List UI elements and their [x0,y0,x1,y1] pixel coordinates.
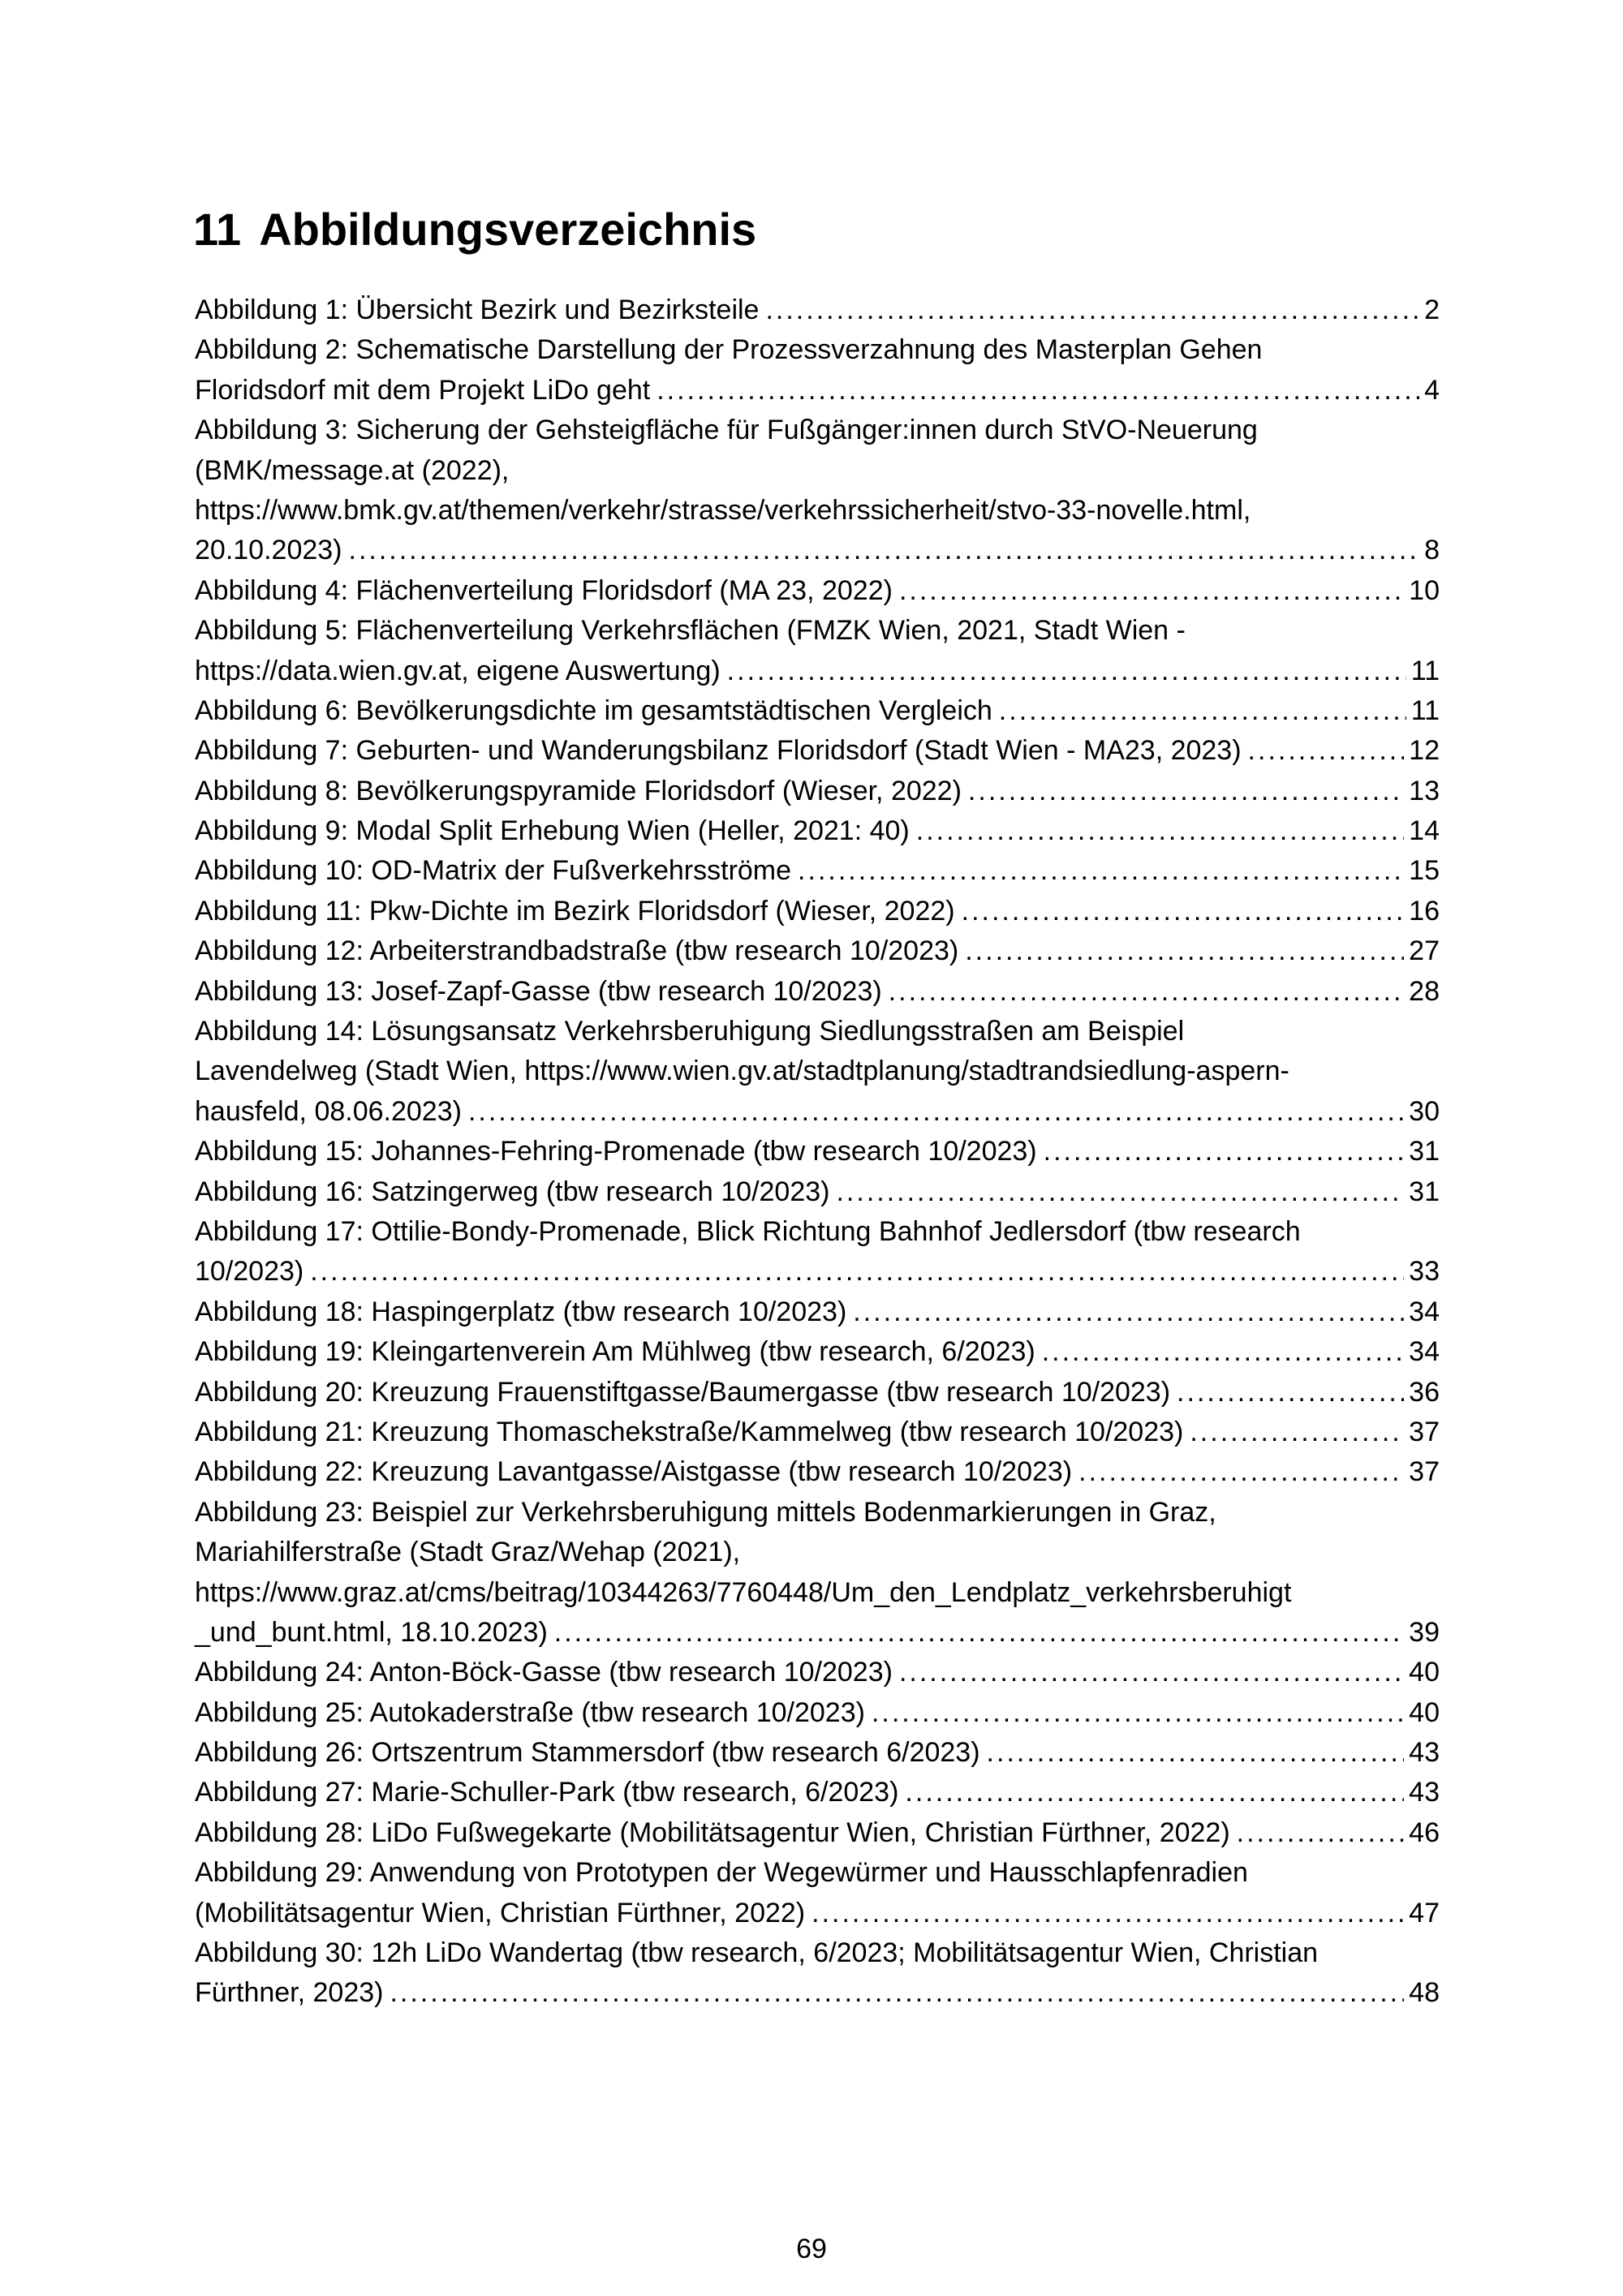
figure-list-entry[interactable] [195,851,1440,891]
dot-leader [1190,1412,1404,1452]
figure-list-entry[interactable] [195,1813,1440,1853]
entry-last-line [195,1613,1440,1653]
dot-leader [1044,1132,1405,1172]
dot-leader [899,1653,1404,1692]
entry-text: Abbildung 28: LiDo Fußwegekarte (Mobilitätsagentur Wien, Christian Fürthner, 2022) [195,1817,1230,1848]
entry-last-line [195,290,1440,330]
entry-last-line [195,892,1440,931]
entry-text: Abbildung 8: Bevölkerungspyramide Floridsdorf (Wieser, 2022) [195,775,962,806]
figure-list-entry[interactable] [195,1132,1440,1172]
entry-text: Abbildung 26: Ortszentrum Stammersdorf (tbw research 6/2023) [195,1737,980,1769]
figure-list-entry[interactable] [195,1853,1440,1933]
entry-text-line: Abbildung 3: Sicherung der Gehsteigfläche für Fußgänger:innen durch StVO-Neuerung [195,415,1258,446]
entry-page-number: 34 [1409,1336,1440,1368]
entry-last-line [195,1373,1440,1412]
entry-last-line [195,1092,1440,1132]
entry-last-line [195,772,1440,811]
entry-text-line: https://www.graz.at/cms/beitrag/10344263/7760448/Um_den_Lendplatz_verkehrsberuhigt [195,1576,1292,1608]
entry-text-line: Abbildung 30: 12h LiDo Wandertag (tbw research, 6/2023; Mobilitätsagentur Wien, Christian [195,1937,1319,1969]
entry-text: Abbildung 20: Kreuzung Frauenstiftgasse/Baumergasse (tbw research 10/2023) [195,1376,1171,1408]
figure-list-entry[interactable] [195,1373,1440,1412]
dot-leader [1042,1332,1404,1372]
entry-last-line [195,1894,1440,1933]
entry-last-line [195,1973,1440,2013]
entry-page-number: 46 [1409,1817,1440,1848]
figure-list-entry[interactable] [195,1212,1440,1292]
entry-page-number: 2 [1424,295,1440,325]
page-title [193,201,756,258]
dot-leader [987,1733,1405,1773]
entry-page-number: 39 [1409,1616,1440,1648]
entry-text: Abbildung 15: Johannes-Fehring-Promenade (tbw research 10/2023) [195,1136,1037,1167]
entry-page-number: 30 [1409,1095,1440,1127]
entry-text: Abbildung 12: Arbeiterstrandbadstraße (tbw research 10/2023) [195,935,959,967]
entry-page-number: 4 [1424,374,1440,406]
entry-text: Abbildung 13: Josef-Zapf-Gasse (tbw research 10/2023) [195,975,882,1007]
entry-text-line: Abbildung 2: Schematische Darstellung der Prozessverzahnung des Masterplan Gehen [195,334,1263,366]
entry-text: Abbildung 27: Marie-Schuller-Park (tbw research, 6/2023) [195,1777,899,1808]
entry-page-number: 8 [1424,535,1440,566]
dot-leader [853,1292,1404,1332]
entry-page-number: 27 [1409,935,1440,967]
entry-page-number: 40 [1409,1657,1440,1688]
entry-text-line: Lavendelweg (Stadt Wien, https://www.wien.gv.at/stadtplanung/stadtrandsiedlung-aspern- [195,1056,1289,1087]
entry-page-number: 10 [1409,574,1440,606]
dot-leader [765,290,1419,330]
entry-text: Abbildung 25: Autokaderstraße (tbw research 10/2023) [195,1696,865,1728]
dot-leader [554,1613,1404,1653]
dot-leader [905,1773,1404,1812]
entry-text: Fürthner, 2023) [195,1977,384,2009]
dot-leader [798,851,1404,891]
entry-last-line [195,1252,1440,1292]
entry-page-number: 11 [1410,655,1440,686]
entry-last-line [195,1653,1440,1692]
entry-text-line: Abbildung 5: Flächenverteilung Verkehrsflächen (FMZK Wien, 2021, Stadt Wien - [195,615,1186,647]
figure-list-entry[interactable] [195,731,1440,771]
figure-list-entry[interactable] [195,611,1440,691]
entry-text: Abbildung 6: Bevölkerungsdichte im gesamtstädtischen Vergleich [195,694,992,726]
entry-page-number: 16 [1409,895,1440,927]
entry-text: Abbildung 24: Anton-Böck-Gasse (tbw research 10/2023) [195,1657,893,1688]
entry-last-line [195,1172,1440,1212]
entry-last-line [195,531,1440,570]
figure-list-entry[interactable] [195,1172,1440,1212]
entry-last-line [195,1412,1440,1452]
entry-text: (Mobilitätsagentur Wien, Christian Fürthner, 2022) [195,1897,806,1928]
figure-list-entry[interactable] [195,1332,1440,1372]
entry-text-line: Abbildung 29: Anwendung von Prototypen der Wegewürmer und Hausschlapfenradien [195,1857,1248,1889]
entry-last-line [195,371,1440,411]
figure-list-entry[interactable] [195,1292,1440,1332]
entry-page-number: 28 [1409,975,1440,1007]
entry-last-line [195,1132,1440,1172]
figure-list [195,290,1440,2014]
entry-text-line: Abbildung 14: Lösungsansatz Verkehrsberuhigung Siedlungsstraßen am Beispiel [195,1016,1185,1047]
dot-leader [836,1172,1404,1212]
dot-leader [999,691,1406,731]
figure-list-entry[interactable] [195,691,1440,731]
page-number: 69 [796,2234,827,2264]
dot-leader [962,892,1405,931]
entry-last-line [195,1292,1440,1332]
entry-page-number: 14 [1409,815,1440,847]
dot-leader [1177,1373,1404,1412]
figure-list-entry[interactable] [195,1653,1440,1692]
entry-page-number: 43 [1409,1737,1440,1769]
dot-leader [468,1092,1404,1132]
entry-text: Abbildung 16: Satzingerweg (tbw research 10/2023) [195,1176,830,1207]
figure-list-entry[interactable] [195,1933,1440,2014]
entry-text: Abbildung 21: Kreuzung Thomaschekstraße/Kammelweg (tbw research 10/2023) [195,1416,1184,1447]
entry-page-number: 13 [1409,775,1440,806]
entry-text: Abbildung 18: Haspingerplatz (tbw research 10/2023) [195,1296,847,1327]
entry-last-line [195,1733,1440,1773]
entry-page-number: 48 [1409,1977,1440,2009]
entry-text: 20.10.2023) [195,535,342,566]
entry-page-number: 11 [1410,694,1440,726]
entry-text: Abbildung 1: Übersicht Bezirk und Bezirksteile [195,295,760,325]
entry-text: Abbildung 22: Kreuzung Lavantgasse/Aistgasse (tbw research 10/2023) [195,1456,1073,1488]
entry-last-line [195,851,1440,891]
entry-text: Abbildung 7: Geburten- und Wanderungsbilanz Floridsdorf (Stadt Wien - MA23, 2023) [195,735,1242,767]
entry-text: hausfeld, 08.06.2023) [195,1095,462,1127]
entry-text: Abbildung 11: Pkw-Dichte im Bezirk Floridsdorf (Wieser, 2022) [195,895,955,927]
figure-list-entry[interactable] [195,1773,1440,1812]
entry-text: Floridsdorf mit dem Projekt LiDo geht [195,374,651,406]
entry-page-number: 31 [1409,1176,1440,1207]
dot-leader [889,972,1404,1012]
dot-leader [657,371,1419,411]
entry-page-number: 15 [1409,855,1440,887]
entry-page-number: 43 [1409,1777,1440,1808]
dot-leader [349,531,1420,570]
entry-last-line [195,651,1440,691]
dot-leader [968,772,1404,811]
dot-leader [310,1252,1404,1292]
entry-text: Abbildung 10: OD-Matrix der Fußverkehrsströme [195,855,792,887]
figure-list-entry[interactable] [195,1733,1440,1773]
entry-last-line [195,1813,1440,1853]
entry-last-line [195,1773,1440,1812]
entry-page-number: 31 [1409,1136,1440,1167]
figure-list-entry[interactable] [195,1452,1440,1492]
figure-list-entry[interactable] [195,290,1440,330]
entry-text-line: (BMK/message.at (2022), [195,454,510,486]
entry-text: Abbildung 9: Modal Split Erhebung Wien (Heller, 2021: 40) [195,815,910,847]
dot-leader [1237,1813,1405,1853]
dot-leader [965,931,1404,971]
section-number: 11 [193,204,242,255]
entry-page-number: 37 [1409,1456,1440,1488]
entry-text: _und_bunt.html, 18.10.2023) [195,1616,548,1648]
figure-list-entry[interactable] [195,330,1440,411]
section-title: Abbildungsverzeichnis [259,204,757,255]
figure-list-entry[interactable] [195,411,1440,571]
dot-leader [916,811,1404,851]
figure-list-entry[interactable] [195,931,1440,971]
entry-last-line [195,731,1440,771]
entry-page-number: 36 [1409,1376,1440,1408]
entry-text-line: Mariahilferstraße (Stadt Graz/Wehap (2021), [195,1537,741,1568]
figure-list-entry[interactable] [195,1493,1440,1653]
entry-text: https://data.wien.gv.at, eigene Auswertung) [195,655,721,686]
figure-list-entry[interactable] [195,811,1440,851]
entry-text: Abbildung 19: Kleingartenverein Am Mühlweg (tbw research, 6/2023) [195,1336,1035,1368]
entry-page-number: 47 [1409,1897,1440,1928]
entry-last-line [195,571,1440,611]
entry-page-number: 12 [1409,735,1440,767]
entry-last-line [195,1452,1440,1492]
entry-last-line [195,1332,1440,1372]
entry-last-line [195,931,1440,971]
entry-last-line [195,691,1440,731]
entry-text-line: https://www.bmk.gv.at/themen/verkehr/strasse/verkehrssicherheit/stvo-33-novelle.html, [195,494,1251,526]
figure-list-entry[interactable] [195,972,1440,1012]
entry-page-number: 33 [1409,1256,1440,1288]
entry-text-line: Abbildung 17: Ottilie-Bondy-Promenade, Blick Richtung Bahnhof Jedlersdorf (tbw research [195,1215,1301,1247]
dot-leader [1248,731,1405,771]
dot-leader [812,1894,1404,1933]
entry-page-number: 34 [1409,1296,1440,1327]
entry-text: 10/2023) [195,1256,304,1288]
entry-text: Abbildung 4: Flächenverteilung Floridsdorf (MA 23, 2022) [195,574,893,606]
figure-list-entry[interactable] [195,892,1440,931]
figure-list-entry[interactable] [195,772,1440,811]
dot-leader [390,1973,1404,2013]
dot-leader [727,651,1406,691]
entry-page-number: 40 [1409,1696,1440,1728]
figure-list-entry[interactable] [195,1412,1440,1452]
dot-leader [872,1693,1404,1733]
figure-list-entry[interactable] [195,1012,1440,1132]
entry-last-line [195,972,1440,1012]
dot-leader [1078,1452,1404,1492]
entry-text-line: Abbildung 23: Beispiel zur Verkehrsberuhigung mittels Bodenmarkierungen in Graz, [195,1496,1216,1528]
entry-page-number: 37 [1409,1416,1440,1447]
entry-last-line [195,1693,1440,1733]
figure-list-entry[interactable] [195,571,1440,611]
entry-last-line [195,811,1440,851]
dot-leader [899,571,1404,611]
figure-list-entry[interactable] [195,1693,1440,1733]
